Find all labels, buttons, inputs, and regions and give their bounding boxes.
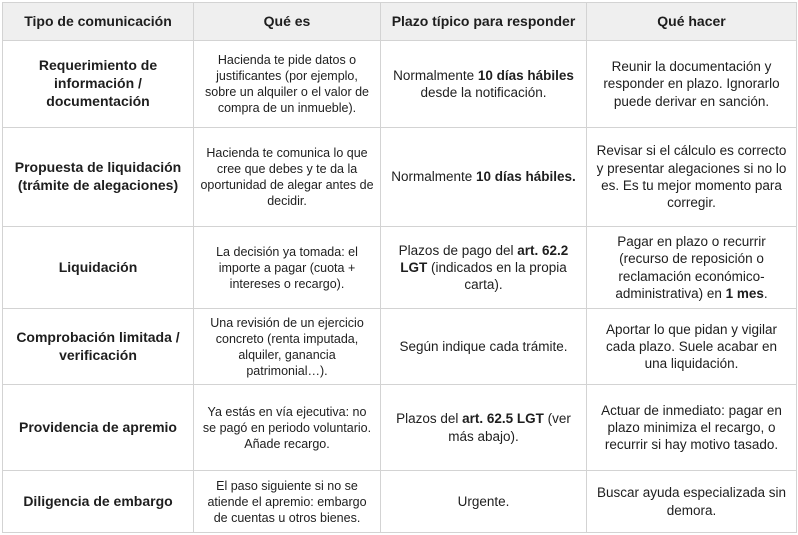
cell-tipo: Propuesta de liquidación (trámite de alegaciones) — [3, 128, 194, 227]
cell-que-hacer — [587, 128, 797, 227]
text-segment: desde la notificación. — [420, 85, 547, 100]
table-row — [3, 227, 797, 309]
cell-tipo: Liquidación — [3, 227, 194, 309]
text-segment: Buscar ayuda especializada sin demora. — [596, 485, 787, 518]
table-row — [3, 128, 797, 227]
text-segment: Reunir la documentación y responder en plazo. Ignorarlo puede derivar en sanción. — [603, 59, 780, 109]
cell-tipo: Diligencia de embargo — [3, 471, 194, 533]
cell-que-es: Hacienda te comunica lo que cree que debes y te da la oportunidad de alegar antes de decidir. — [194, 128, 381, 227]
bold-text-segment: art. 62.2 LGT — [400, 242, 569, 275]
bold-text-segment: 10 días hábiles — [477, 67, 574, 83]
cell-que-es: La decisión ya tomada: el importe a pagar (cuota + intereses o recargo). — [194, 227, 381, 309]
text-segment: Revisar si el cálculo es correcto y presentar alegaciones si no lo es. Es tu mejor momento para corregir. — [596, 143, 787, 211]
header-row — [3, 3, 797, 41]
table-row — [3, 41, 797, 128]
cell-tipo: Requerimiento de información / documentación — [3, 41, 194, 128]
header-que-hacer: Qué hacer — [587, 3, 797, 41]
bold-text-segment: 1 mes — [725, 285, 764, 301]
text-segment: Normalmente — [391, 169, 476, 185]
table-row — [3, 309, 797, 385]
bold-text-segment: 10 días hábiles. — [475, 169, 576, 185]
cell-que-es: Hacienda te pide datos o justificantes (por ejemplo, sobre un alquiler o el valor de compra de un inmueble). — [194, 41, 381, 128]
text-segment: Según indique cada trámite. — [399, 338, 568, 354]
text-segment: (ver más abajo). — [448, 411, 571, 444]
table-row — [3, 385, 797, 471]
cell-que-hacer — [587, 471, 797, 533]
header-que-es: Qué es — [194, 3, 381, 41]
text-segment: Plazos del — [396, 411, 463, 427]
text-segment: (indicados en la propia carta). — [427, 259, 567, 293]
table-row — [3, 471, 797, 533]
text-segment: Urgente. — [457, 493, 510, 509]
text-segment: Plazos de pago del — [398, 242, 518, 258]
communications-table — [2, 2, 797, 533]
header-tipo: Tipo de comunicación — [3, 3, 194, 41]
text-segment: Aportar lo que pidan y vigilar cada plazo. Suele acabar en una liquidación. — [605, 321, 778, 372]
cell-que-es: Una revisión de un ejercicio concreto (renta imputada, alquiler, ganancia patrimonial…). — [194, 309, 381, 385]
cell-plazo — [381, 128, 587, 227]
cell-que-es: El paso siguiente si no se atiende el apremio: embargo de cuentas u otros bienes. — [194, 471, 381, 533]
cell-plazo — [381, 471, 587, 533]
header-plazo: Plazo típico para responder — [381, 3, 587, 41]
cell-que-hacer — [587, 227, 797, 309]
cell-plazo — [381, 41, 587, 128]
cell-que-hacer — [587, 385, 797, 471]
cell-plazo — [381, 309, 587, 385]
cell-tipo: Providencia de apremio — [3, 385, 194, 471]
text-segment: Pagar en plazo o recurrir (recurso de reposición o reclamación económico-administrativa) en — [615, 233, 766, 301]
text-segment: Normalmente — [393, 67, 478, 83]
cell-plazo — [381, 227, 587, 309]
text-segment: Actuar de inmediato: pagar en plazo minimiza el recargo, o recurrir si hay motivo tasado. — [601, 402, 782, 453]
bold-text-segment: art. 62.5 LGT — [462, 411, 544, 427]
text-segment: . — [763, 285, 768, 301]
cell-que-es: Ya estás en vía ejecutiva: no se pagó en periodo voluntario. Añade recargo. — [194, 385, 381, 471]
cell-tipo: Comprobación limitada / verificación — [3, 309, 194, 385]
cell-que-hacer — [587, 41, 797, 128]
cell-que-hacer — [587, 309, 797, 385]
cell-plazo — [381, 385, 587, 471]
